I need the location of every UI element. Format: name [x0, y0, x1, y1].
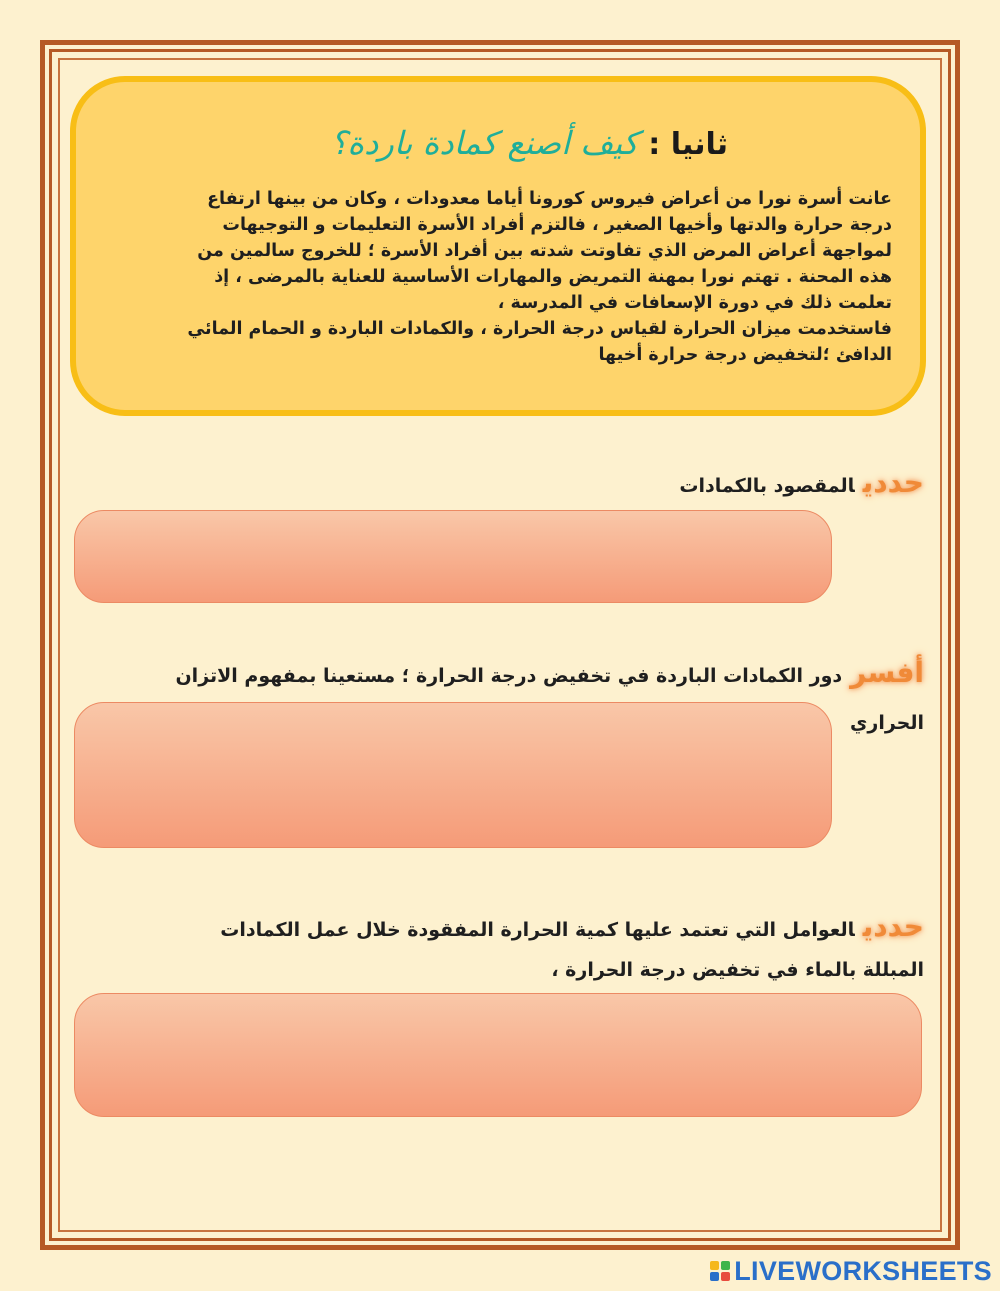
heading-question: كيف أصنع كمادة باردة؟	[330, 124, 639, 162]
question-1	[679, 466, 924, 499]
question-2	[175, 656, 924, 689]
question-2-tag: أفسر	[850, 656, 924, 689]
story-line: عانت أسرة نورا من أعراض فيروس كورونا أياما معدودات ، وكان من بينها ارتفاع	[207, 189, 892, 209]
question-3-tag: حددي	[862, 910, 924, 943]
story-line: درجة حرارة والدتها وأخيها الصغير ، فالتزم أفراد الأسرة التعليمات و التوجيهات	[222, 215, 892, 235]
logo-square	[721, 1261, 730, 1270]
question-3-continuation: المبللة بالماء في تخفيض درجة الحرارة ،	[551, 959, 924, 981]
logo-mark-icon	[710, 1261, 730, 1281]
story-line: الدافئ ؛لتخفيض درجة حرارة أخيها	[598, 345, 892, 365]
story-line: لمواجهة أعراض المرض الذي تفاوتت شدته بين أفراد الأسرة ؛ للخروج سالمين من	[197, 241, 892, 261]
story-line: فاستخدمت ميزان الحرارة لقياس درجة الحرارة ، والكمادات الباردة و الحمام المائي	[187, 319, 892, 339]
answer-field-3[interactable]	[74, 993, 922, 1117]
answer-field-1[interactable]	[74, 510, 832, 603]
logo-square	[710, 1261, 719, 1270]
story-line: تعلمت ذلك في دورة الإسعافات في المدرسة ،	[497, 293, 892, 313]
heading-lead: ثانيا :	[648, 127, 728, 162]
question-1-text: المقصود بالكمادات	[679, 475, 855, 497]
logo-square	[710, 1272, 719, 1281]
answer-field-2[interactable]	[74, 702, 832, 848]
logo-text: LIVEWORKSHEETS	[734, 1255, 992, 1286]
liveworksheets-logo[interactable]	[710, 1256, 992, 1286]
story-text	[128, 186, 892, 368]
question-1-tag: حددي	[862, 466, 924, 499]
logo-square	[721, 1272, 730, 1281]
question-3	[220, 910, 924, 943]
question-2-text: دور الكمادات الباردة في تخفيض درجة الحرارة ؛ مستعينا بمفهوم الاتزان	[175, 665, 843, 687]
question-2-continuation: الحراري	[849, 712, 924, 734]
story-line: هذه المحنة . تهتم نورا بمهنة التمريض والمهارات الأساسية للعناية بالمرضى ، إذ	[214, 267, 892, 287]
question-3-text: العوامل التي تعتمد عليها كمية الحرارة المفقودة خلال عمل الكمادات	[220, 919, 855, 941]
section-heading	[330, 124, 728, 162]
